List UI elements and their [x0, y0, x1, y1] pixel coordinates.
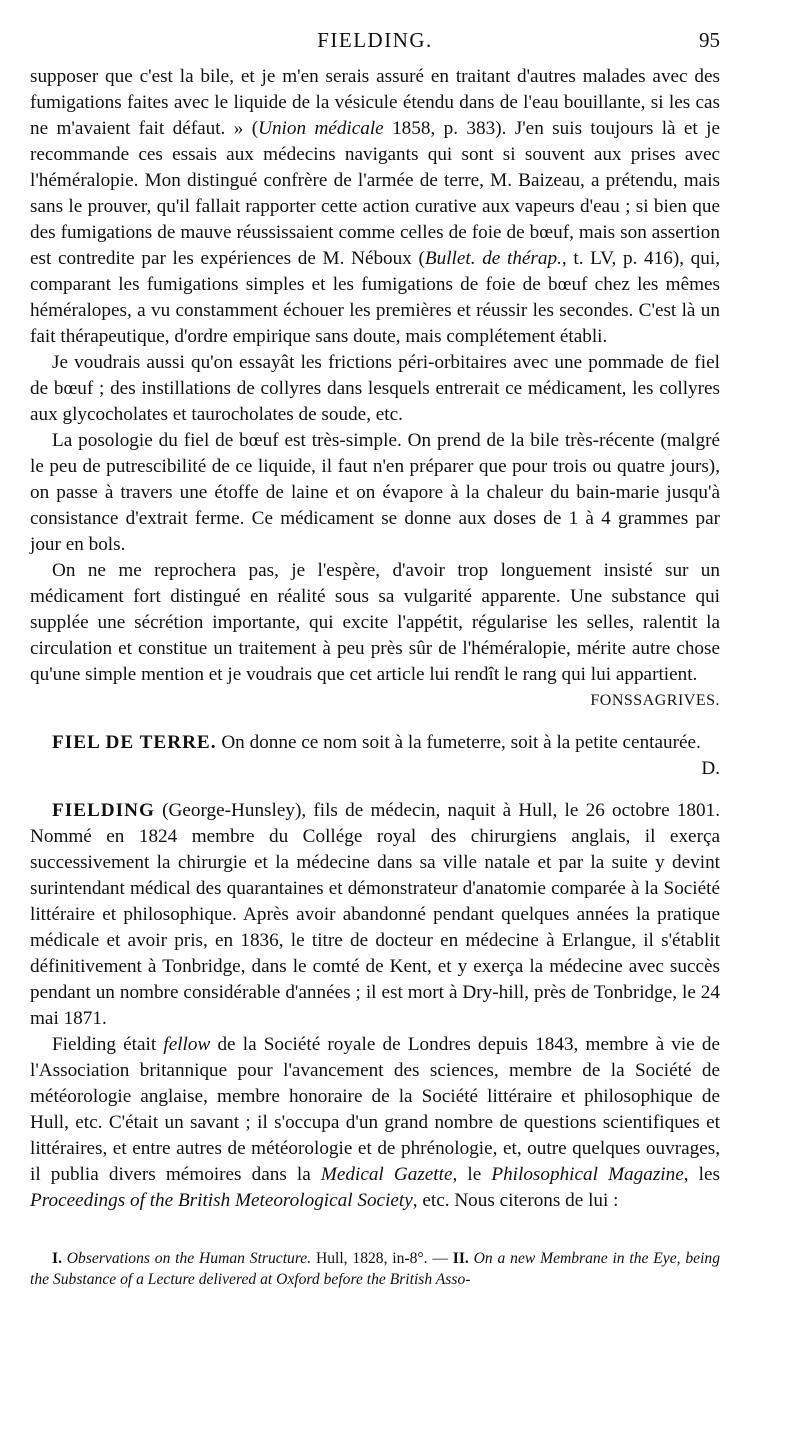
bibliography-title: On a new Membrane in the Eye, being the Substance of a Lecture delivered at Oxford before the British Asso- [30, 1250, 721, 1288]
journal-title: Medical Gazette [320, 1164, 453, 1185]
spacer [30, 782, 720, 798]
journal-title: Philosophical Magazine [491, 1164, 684, 1185]
citation-title: Bullet. de thérap. [424, 248, 562, 269]
paragraph-text: , etc. Nous citerons de lui : [412, 1190, 619, 1211]
paragraph [30, 1032, 720, 1214]
main-text [30, 64, 720, 1214]
paragraph: La posologie du fiel de bœuf est très-simple. On prend de la bile très-récente (malgré le peu de putrescibilité de ce liquide, il faut n'en préparer que pour trois ou quatre jours), on passe à travers une étoffe de laine et on évapore à la chaleur du bain-marie jusqu'à consistance d'extrait ferme. Ce médicament se donne aux doses de 1 à 4 grammes par jour en bols. [30, 430, 720, 555]
paragraph-continuation [30, 64, 720, 350]
entry-headword: FIELDING [52, 800, 155, 821]
entry-text: On donne ce nom soit à la fumeterre, soit à la petite centaurée. [216, 732, 701, 753]
paragraph: Je voudrais aussi qu'on essayât les frictions péri-orbitaires avec une pommade de fiel de bœuf ; des instillations de collyres dans lesquels entrerait ce médicament, les collyres aux glycocholates et taurocholates de soude, etc. [30, 352, 720, 425]
author-signature: D. [701, 758, 720, 779]
paragraph [30, 558, 720, 714]
paragraph-text: 1858, p. 383). J'en suis toujours là et je recommande ces essais aux médecins navigants qui sont si souvent aux prises avec l'héméralopie. Mon distingué confrère de l'armée de terre, M. Baizeau, a prétendu, mais sans le prouver, qu'il fallait rapporter cette action curative aux vapeurs d'eau ; si bien que des fumigations de mauve réussissaient comme celles de foie de bœuf, mais son assertion est contredite par les expériences de M. Néboux ( [30, 118, 720, 269]
paragraph-text: de la Société royale de Londres depuis 1843, membre à vie de l'Association britannique pour l'avancement des sciences, membre de la Société de météorologie anglaise, membre honoraire de la Société littéraire et philosophique de Hull, etc. C'était un savant ; il s'occupa d'un grand nombre de questions scientifiques et littéraires, et entre autres de météorologie et de phrénologie, et, outre quelques ouvrages, il publia divers mémoires dans la [30, 1034, 720, 1185]
entry-headword: FIEL DE TERRE. [52, 732, 217, 753]
paragraph-text: Fielding était [52, 1034, 164, 1055]
author-signature: FONSSAGRIVES. [590, 692, 720, 709]
paragraph-text: On ne me reprochera pas, je l'espère, d'avoir trop longuement insisté sur un médicament fort distingué en réalité sous sa vulgarité apparente. Une substance qui supplée une sécrétion importante, qui excite l'appétit, régularise les selles, ralentit la circulation et constitue un traitement à peu près sûr de l'héméralopie, mérite autre chose qu'une simple mention et je voudrais que cet article lui rendît le rang qui lui appartient. [30, 560, 720, 685]
bibliography [30, 1248, 720, 1290]
bibliography-title: Observations on the Human Structure. [61, 1250, 312, 1267]
paragraph-text: supposer que c'est la bile, et je m'en serais assuré en traitant d'autres malades avec des fumigations faites avec le liquide de la vésicule étendu dans de l'eau bouillante, si les cas ne m'avaient fait défaut. » ( [30, 66, 720, 139]
page-header [30, 28, 720, 54]
running-head: FIELDING. [317, 28, 433, 52]
paragraph-text: , les [683, 1164, 720, 1185]
dictionary-entry [30, 730, 720, 782]
entry-text: (George-Hunsley), fils de médecin, naquit à Hull, le 26 octobre 1801. Nommé en 1824 membre du Collége royal des chirurgiens anglais, il exerça successivement la chirurgie et la médecine dans sa ville natale et par la suite y devint surintendant médical des quarantaines et démonstrateur d'anatomie comparée à la Société littéraire et philosophique. Après avoir abandonné pendant quelques années la pratique médicale et avoir pris, en 1836, le titre de docteur en médecine à Erlangue, il s'établit définitivement à Tonbridge, dans le comté de Kent, et y exerça la médecine avec succès pendant un nombre considérable d'années ; il est mort à Dry-hill, près de Tonbridge, le 24 mai 1871. [30, 800, 720, 1029]
journal-title: Proceedings of the British Meteorological Society [30, 1190, 413, 1211]
bibliography-details: Hull, 1828, in-8°. — [311, 1250, 453, 1267]
paragraph-text: , le [452, 1164, 492, 1185]
page-number: 95 [699, 28, 720, 52]
bibliography-item [30, 1248, 720, 1290]
bibliography-number: II. [452, 1250, 469, 1267]
italic-term: fellow [163, 1034, 211, 1055]
bibliography-number: I. [52, 1250, 62, 1267]
dictionary-entry [30, 798, 720, 1032]
paragraph-text: , t. LV, p. 416), qui, comparant les fumigations simples et les fumigations de foie de bœuf chez les mêmes héméralopes, a vu constamment échouer les premières et réussir les secondes. C'est là un fait thérapeutique, d'ordre empirique sans doute, mais complétement établi. [30, 248, 721, 347]
citation-title: Union médicale [258, 118, 384, 139]
spacer [30, 714, 720, 730]
